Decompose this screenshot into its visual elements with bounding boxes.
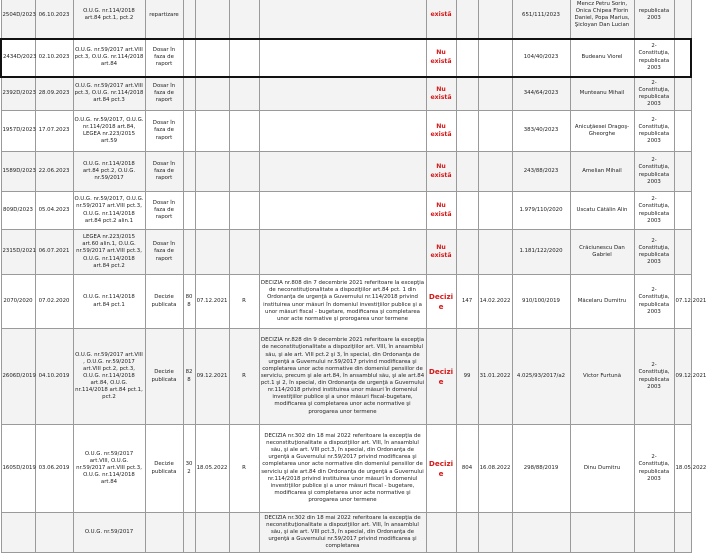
cell-descriere-decizie bbox=[259, 230, 426, 275]
cell-stadiu: Dosar în faza de raport bbox=[145, 77, 183, 111]
table-row[interactable] bbox=[1, 513, 691, 553]
cell-numar-instanta: 651/111/2023 bbox=[512, 0, 570, 39]
cell-stadiu: Decizie publicata bbox=[145, 425, 183, 513]
cell-solutie bbox=[229, 77, 259, 111]
cell-solutie bbox=[229, 39, 259, 77]
cell-autor-exceptie: Munteanu Mihail bbox=[570, 77, 634, 111]
cell-nr-mo bbox=[456, 111, 478, 152]
dosare-table-body bbox=[1, 0, 706, 553]
cell-stadiu: Decizie publicata bbox=[145, 329, 183, 425]
cell-data-mo bbox=[478, 111, 512, 152]
cell-obiect: O.U.G. nr.114/2018 art.84 pct.2, O.U.G. nr.59/2017 bbox=[73, 152, 145, 192]
cell-solutie bbox=[229, 111, 259, 152]
cell-obiect: O.U.G. nr.59/2017, O.U.G. nr.59/2017 art.VIII pct.3, O.U.G. nr.114/2018 art.84 pct.2 alin.1 bbox=[73, 192, 145, 230]
cell-solutie bbox=[229, 513, 259, 553]
cell-solutie bbox=[229, 230, 259, 275]
cell-data-mo: 31.01.2022 bbox=[478, 329, 512, 425]
cell-data-decizie: 09.12.2021 bbox=[195, 329, 229, 425]
cell-dosar[interactable]: 2504D/2023 bbox=[1, 0, 35, 39]
cell-solutie: R bbox=[229, 275, 259, 329]
cell-data-publicare: 07.12.2021 bbox=[674, 275, 691, 329]
cell-obiect: O.U.G. nr.59/2017 art.VIII pct.3, O.U.G. nr.114/2018 art.84 pct.3 bbox=[73, 77, 145, 111]
cell-descriere-decizie: DECIZIA nr.302 din 18 mai 2022 referitoare la excepţia de neconstituţionalitate a dispoziţiilor art. VIII, în ansamblul său, şi ale art. VIII pct.3, în special, din Ordonanţa de urgenţă a Guvernului nr.59/2017 privind modificarea şi completarea unor acte normative din domeniul pensiilor de serviciu şi ale art.84 din Ordonanţa de urgenţă a Guvernului nr.114/2018 privind instituirea unor măsuri în domeniul investiţiilor publice şi a unor măsuri fiscal - bugetare, modificarea şi completarea unor acte normative şi prorogarea unor termene bbox=[259, 425, 426, 513]
cell-nr-mo bbox=[456, 39, 478, 77]
cell-autor-exceptie: Dinu Dumitru bbox=[570, 425, 634, 513]
cell-data-mo bbox=[478, 77, 512, 111]
cell-data-decizie: 18.05.2022 bbox=[195, 425, 229, 513]
cell-nr-mo bbox=[456, 513, 478, 553]
cell-nr-mo bbox=[456, 77, 478, 111]
cell-data-decizie bbox=[195, 152, 229, 192]
cell-stadiu bbox=[145, 513, 183, 553]
cell-numar-instanta: 243/88/2023 bbox=[512, 152, 570, 192]
cell-nr-decizie bbox=[183, 192, 195, 230]
table-row[interactable] bbox=[1, 0, 691, 39]
cell-nr-decizie bbox=[183, 39, 195, 77]
table-row[interactable] bbox=[1, 275, 691, 329]
cell-data-inregistrare: 05.04.2023 bbox=[35, 192, 73, 230]
cell-dosar[interactable]: 1957D/2023 bbox=[1, 111, 35, 152]
cell-temei: 2- Constituţia, republicata 2003 bbox=[634, 425, 674, 513]
cell-data-mo bbox=[478, 192, 512, 230]
cell-data-decizie bbox=[195, 230, 229, 275]
table-row[interactable] bbox=[1, 77, 691, 111]
cell-descriere-decizie bbox=[259, 192, 426, 230]
cell-solutie: R bbox=[229, 425, 259, 513]
cell-descriere-decizie: DECIZIA nr.808 din 7 decembrie 2021 referitoare la excepţia de neconstituţionalitate a dispoziţiilor art.84 pct. 1 din Ordonanţa de urgenţă a Guvernului nr.114/2018 privind instituirea unor măsuri în domeniul investiţiilor publice şi a unor măsuri fiscal - bugetare, modificarea şi completarea unor acte normative şi prorogarea unor termene bbox=[259, 275, 426, 329]
cell-data-mo: 16.08.2022 bbox=[478, 425, 512, 513]
cell-obiect: O.U.G. nr.59/2017, O.U.G. nr.114/2018 art.84, LEGEA nr.223/2015 art.59 bbox=[73, 111, 145, 152]
cell-obiect: O.U.G. nr.59/2017 art.VIII , O.U.G. nr.59/2017 art.VIII pct.2, pct.3, O.U.G. nr.114/2018 art.84, O.U.G. nr.114/2018 art.84 pct.1, pct.2 bbox=[73, 329, 145, 425]
cell-autor-exceptie: Amelian Mihail bbox=[570, 152, 634, 192]
cell-dosar[interactable]: 2070/2020 bbox=[1, 275, 35, 329]
cell-data-mo bbox=[478, 230, 512, 275]
cell-nr-mo: 804 bbox=[456, 425, 478, 513]
cell-solutie bbox=[229, 152, 259, 192]
table-row[interactable] bbox=[1, 192, 691, 230]
cell-numar-instanta: 344/64/2023 bbox=[512, 77, 570, 111]
cell-dosar[interactable]: 1605D/2019 bbox=[1, 425, 35, 513]
cell-solutie bbox=[229, 192, 259, 230]
cell-data-decizie: 07.12.2021 bbox=[195, 275, 229, 329]
cell-dosar[interactable]: 2434D/2023 bbox=[1, 39, 35, 77]
cell-temei: 2- Constituţia, republicata 2003 bbox=[634, 275, 674, 329]
cell-data-decizie bbox=[195, 192, 229, 230]
cell-temei: 2- Constituţia, republicata 2003 bbox=[634, 152, 674, 192]
cell-stadiu: Dosar în faza de raport bbox=[145, 152, 183, 192]
cell-stadiu: Dosar în faza de raport bbox=[145, 230, 183, 275]
cell-data-mo bbox=[478, 513, 512, 553]
cell-descriere-decizie: DECIZIA nr.828 din 9 decembrie 2021 referitoare la excepţia de neconstituţionalitate a dispoziţiilor art. VIII, în ansamblul său, şi ale art. VIII pct.2 şi 3, în special, din Ordonanţa de urgenţă a Guvernului nr.59/2017 privind modificarea şi completarea unor acte normative din domeniul pensiilor de serviciu, precum şi ale art.84, în ansamblul său, şi ale art.84 pct.1 şi 2, în special, din Ordonanţa de urgenţă a Guvernului nr.114/2018 privind instituirea unor măsuri în domeniul investiţiilor publice şi a unor măsuri fiscal-bugetare, modificarea şi completarea unor acte normative şi prorogarea unor termene bbox=[259, 329, 426, 425]
cell-data-decizie bbox=[195, 0, 229, 39]
cell-status: Decizie bbox=[426, 275, 456, 329]
cell-status: Nu există bbox=[426, 230, 456, 275]
cell-descriere-decizie bbox=[259, 111, 426, 152]
cell-nr-decizie: 828 bbox=[183, 329, 195, 425]
cell-dosar[interactable]: 2315D/2021 bbox=[1, 230, 35, 275]
cell-numar-instanta: 104/40/2023 bbox=[512, 39, 570, 77]
cell-stadiu: repartizare bbox=[145, 0, 183, 39]
cell-obiect: O.U.G. nr.59/2017 art.VIII, O.U.G. nr.59/2017 art.VIII pct.3, O.U.G. nr.114/2018 art.84 bbox=[73, 425, 145, 513]
cell-descriere-decizie bbox=[259, 152, 426, 192]
cell-dosar[interactable]: 2606D/2019 bbox=[1, 329, 35, 425]
cell-status: Nu există bbox=[426, 192, 456, 230]
cell-autor-exceptie: Uscatu Cătălin Alin bbox=[570, 192, 634, 230]
cell-autor-exceptie: Budeanu Viorel bbox=[570, 39, 634, 77]
cell-autor-exceptie: Mencz Petru Sorin, Onica Chipea Florin Daniel, Popa Marius, Şicloyan Dan Lucian bbox=[570, 0, 634, 39]
cell-data-publicare bbox=[674, 77, 691, 111]
cell-dosar[interactable]: 2392D/2023 bbox=[1, 77, 35, 111]
cell-obiect: LEGEA nr.223/2015 art.60 alin.1, O.U.G. nr.59/2017 art.VIII pct.3, O.U.G. nr.114/2018 art.84 pct.2 bbox=[73, 230, 145, 275]
cell-numar-instanta: 4.025/93/2017/a2 bbox=[512, 329, 570, 425]
cell-nr-decizie: 302 bbox=[183, 425, 195, 513]
cell-temei: 2- Constituţia, republicata 2003 bbox=[634, 230, 674, 275]
cell-nr-mo bbox=[456, 230, 478, 275]
cell-data-mo: 14.02.2022 bbox=[478, 275, 512, 329]
cell-data-inregistrare: 03.06.2019 bbox=[35, 425, 73, 513]
cell-nr-decizie bbox=[183, 230, 195, 275]
cell-data-publicare bbox=[674, 111, 691, 152]
cell-data-inregistrare: 22.06.2023 bbox=[35, 152, 73, 192]
cell-obiect: O.U.G. nr.114/2018 art.84 pct.1 bbox=[73, 275, 145, 329]
table-row[interactable] bbox=[1, 152, 691, 192]
cell-data-decizie bbox=[195, 111, 229, 152]
cell-data-publicare bbox=[674, 192, 691, 230]
cell-data-publicare: 09.12.2021 bbox=[674, 329, 691, 425]
table-row[interactable] bbox=[1, 111, 691, 152]
cell-data-inregistrare: 06.07.2021 bbox=[35, 230, 73, 275]
cell-temei: 2- Constituţia, republicata 2003 bbox=[634, 192, 674, 230]
cell-nr-mo: 147 bbox=[456, 275, 478, 329]
cell-status bbox=[426, 513, 456, 553]
cell-nr-mo bbox=[456, 192, 478, 230]
cell-autor-exceptie: Măcelaru Dumitru bbox=[570, 275, 634, 329]
cell-data-decizie bbox=[195, 39, 229, 77]
cell-obiect: O.U.G. nr.59/2017 bbox=[73, 513, 145, 553]
cell-numar-instanta: 1.181/122/2020 bbox=[512, 230, 570, 275]
table-row[interactable] bbox=[1, 425, 691, 513]
cell-autor-exceptie bbox=[570, 513, 634, 553]
cell-data-publicare bbox=[674, 39, 691, 77]
cell-data-inregistrare: 06.10.2023 bbox=[35, 0, 73, 39]
cell-numar-instanta: 298/88/2019 bbox=[512, 425, 570, 513]
cell-data-mo bbox=[478, 152, 512, 192]
cell-data-publicare bbox=[674, 230, 691, 275]
cell-data-mo bbox=[478, 39, 512, 77]
cell-nr-decizie bbox=[183, 0, 195, 39]
cell-dosar[interactable]: 809D/2023 bbox=[1, 192, 35, 230]
cell-data-inregistrare: 28.09.2023 bbox=[35, 77, 73, 111]
cell-status: Nu există bbox=[426, 77, 456, 111]
table-row[interactable] bbox=[1, 230, 691, 275]
cell-data-inregistrare: 07.02.2020 bbox=[35, 275, 73, 329]
cell-temei bbox=[634, 513, 674, 553]
cell-descriere-decizie bbox=[259, 0, 426, 39]
cell-numar-instanta: 383/40/2023 bbox=[512, 111, 570, 152]
cell-data-publicare bbox=[674, 513, 691, 553]
cell-autor-exceptie: Victor Furtună bbox=[570, 329, 634, 425]
cell-nr-mo: 99 bbox=[456, 329, 478, 425]
cell-temei: 2- Constituţia, republicata 2003 bbox=[634, 77, 674, 111]
cell-data-decizie bbox=[195, 77, 229, 111]
cell-nr-mo bbox=[456, 152, 478, 192]
cell-nr-decizie bbox=[183, 111, 195, 152]
cell-numar-instanta bbox=[512, 513, 570, 553]
cell-solutie bbox=[229, 0, 259, 39]
cell-nr-decizie bbox=[183, 77, 195, 111]
cell-obiect: O.U.G. nr.114/2018 art.84 pct.1, pct.2 bbox=[73, 0, 145, 39]
cell-temei: 2- Constituţia, republicata 2003 bbox=[634, 329, 674, 425]
cell-temei: 2- Constituţia, republicata 2003 bbox=[634, 39, 674, 77]
cell-descriere-decizie bbox=[259, 39, 426, 77]
cell-data-publicare bbox=[674, 0, 691, 39]
cell-stadiu: Dosar în faza de raport bbox=[145, 192, 183, 230]
cell-data-inregistrare bbox=[35, 513, 73, 553]
cell-dosar[interactable]: 1589D/2023 bbox=[1, 152, 35, 192]
cell-data-inregistrare: 04.10.2019 bbox=[35, 329, 73, 425]
table-row[interactable] bbox=[1, 329, 691, 425]
cell-stadiu: Dosar în faza de raport bbox=[145, 111, 183, 152]
cell-temei: republicata 2003 bbox=[634, 0, 674, 39]
cell-descriere-decizie: DECIZIA nr.302 din 18 mai 2022 referitoare la excepţia de neconstituţionalitate a dispoziţiilor art. VIII, în ansamblul său, şi ale art. VIII pct.3, în special, din Ordonanţa de urgenţă a Guvernului nr.59/2017 privind modificarea şi completarea bbox=[259, 513, 426, 553]
cell-nr-decizie bbox=[183, 513, 195, 553]
table-row[interactable] bbox=[1, 39, 691, 77]
cell-data-inregistrare: 02.10.2023 bbox=[35, 39, 73, 77]
cell-data-publicare bbox=[674, 152, 691, 192]
cell-dosar[interactable] bbox=[1, 513, 35, 553]
cell-status: Decizie bbox=[426, 329, 456, 425]
cell-status: există bbox=[426, 0, 456, 39]
cell-nr-mo bbox=[456, 0, 478, 39]
cell-data-mo bbox=[478, 0, 512, 39]
cell-status: Decizie bbox=[426, 425, 456, 513]
cell-solutie: R bbox=[229, 329, 259, 425]
cell-status: Nu există bbox=[426, 111, 456, 152]
cell-numar-instanta: 910/100/2019 bbox=[512, 275, 570, 329]
cell-descriere-decizie bbox=[259, 77, 426, 111]
cell-numar-instanta: 1.979/110/2020 bbox=[512, 192, 570, 230]
cell-nr-decizie bbox=[183, 152, 195, 192]
cell-autor-exceptie: Crăciunescu Dan Gabriel bbox=[570, 230, 634, 275]
cell-stadiu: Dosar în faza de raport bbox=[145, 39, 183, 77]
cell-autor-exceptie: Anicuţăesei Dragoş-Gheorghe bbox=[570, 111, 634, 152]
cell-data-publicare: 18.05.2022 bbox=[674, 425, 691, 513]
cell-obiect: O.U.G. nr.59/2017 art.VIII pct.3, O.U.G. nr.114/2018 art.84 bbox=[73, 39, 145, 77]
cell-data-decizie bbox=[195, 513, 229, 553]
cell-nr-decizie: 808 bbox=[183, 275, 195, 329]
cell-temei: 2- Constituţia, republicata 2003 bbox=[634, 111, 674, 152]
cell-data-inregistrare: 17.07.2023 bbox=[35, 111, 73, 152]
cell-status: Nu există bbox=[426, 152, 456, 192]
cell-stadiu: Decizie publicata bbox=[145, 275, 183, 329]
cell-status: Nu există bbox=[426, 39, 456, 77]
